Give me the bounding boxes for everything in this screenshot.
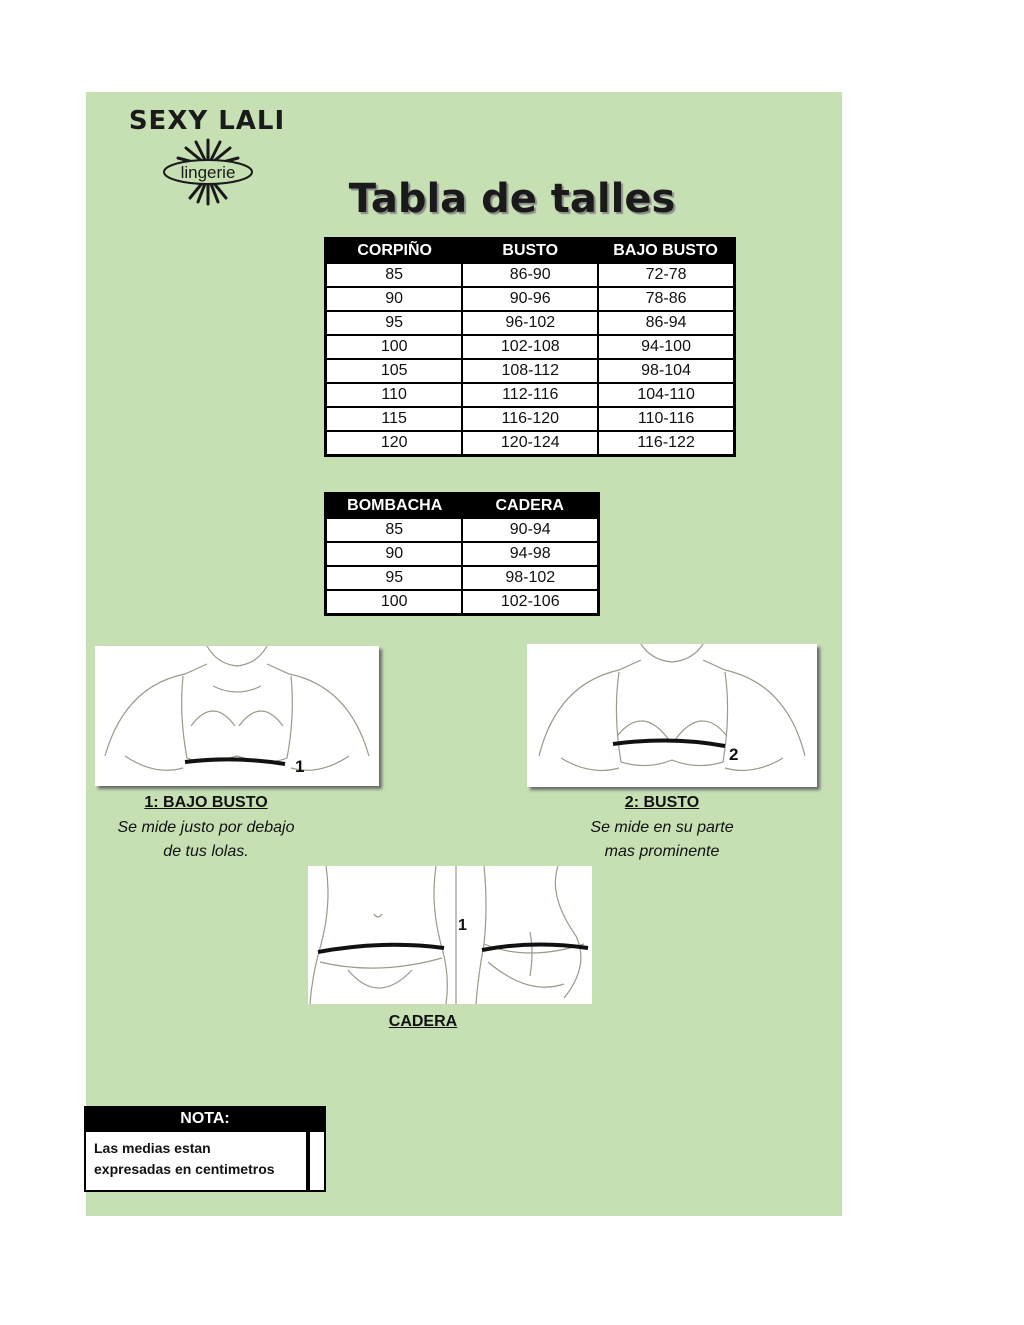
brand-name: SEXY LALI <box>128 106 286 136</box>
table-header-row <box>326 239 735 264</box>
table-cell: 102-106 <box>462 590 598 615</box>
table-header-row <box>326 494 599 519</box>
table-cell: 104-110 <box>598 383 734 407</box>
header-bombacha: BOMBACHA <box>326 494 463 519</box>
measure-marker-1: 1 <box>295 757 305 776</box>
hips-sketch-icon <box>308 866 592 1004</box>
table-cell: 90-94 <box>462 518 598 542</box>
note-line: expresadas en centimetros <box>94 1161 275 1177</box>
table-cell: 90-96 <box>462 287 598 311</box>
bajo-busto-heading: 1: BAJO BUSTO <box>144 794 268 811</box>
table-cell: 115 <box>326 407 463 431</box>
description-line: de tus lolas. <box>163 843 249 860</box>
table-cell: 85 <box>326 518 463 542</box>
table-cell: 86-94 <box>598 311 734 335</box>
table-cell: 120 <box>326 431 463 456</box>
table-row <box>326 566 599 590</box>
table-cell: 98-104 <box>598 359 734 383</box>
brand-logo <box>116 106 298 206</box>
table-cell: 94-98 <box>462 542 598 566</box>
description-line: Se mide justo por debajo <box>117 819 295 836</box>
table-cell: 112-116 <box>462 383 598 407</box>
table-cell: 90 <box>326 542 463 566</box>
table-cell: 95 <box>326 566 463 590</box>
cadera-heading: CADERA <box>388 1013 458 1030</box>
bajo-busto-illustration <box>95 646 379 786</box>
table-row <box>326 311 735 335</box>
table-row <box>326 287 735 311</box>
table-cell: 86-90 <box>462 263 598 287</box>
torso-sketch-icon <box>527 644 817 787</box>
table-cell: 96-102 <box>462 311 598 335</box>
table-row <box>326 431 735 456</box>
table-cell: 108-112 <box>462 359 598 383</box>
table-cell: 105 <box>326 359 463 383</box>
table-cell: 116-120 <box>462 407 598 431</box>
table-row <box>326 407 735 431</box>
torso-sketch-icon <box>95 646 379 786</box>
note-side-cell <box>308 1132 324 1190</box>
table-row <box>326 335 735 359</box>
brand-sub: lingerie <box>180 163 236 182</box>
table-cell: 100 <box>326 335 463 359</box>
header-busto: BUSTO <box>462 239 598 264</box>
busto-description <box>552 816 772 864</box>
busto-caption <box>552 794 772 864</box>
measure-marker-2: 2 <box>729 745 739 764</box>
table-cell: 85 <box>326 263 463 287</box>
cadera-illustration <box>308 866 592 1004</box>
table-cell: 116-122 <box>598 431 734 456</box>
measure-marker-cadera: 1 <box>458 917 467 934</box>
table-row <box>326 542 599 566</box>
page-title: Tabla de talles <box>348 176 676 222</box>
bombacha-size-table <box>324 492 600 616</box>
note-text <box>86 1132 306 1190</box>
header-corpino: CORPIÑO <box>326 239 463 264</box>
bajo-busto-description <box>96 816 316 864</box>
bajo-busto-caption <box>96 794 316 864</box>
table-row <box>326 518 599 542</box>
note-heading: NOTA: <box>180 1110 230 1127</box>
table-cell: 72-78 <box>598 263 734 287</box>
table-row <box>326 590 599 615</box>
table-row <box>326 359 735 383</box>
table-cell: 110-116 <box>598 407 734 431</box>
description-line: Se mide en su parte <box>590 819 734 836</box>
table-cell: 110 <box>326 383 463 407</box>
table-cell: 95 <box>326 311 463 335</box>
busto-illustration <box>527 644 817 787</box>
busto-heading: 2: BUSTO <box>624 794 700 811</box>
corpino-size-table <box>324 237 736 457</box>
header-cadera: CADERA <box>462 494 598 519</box>
note-line: Las medias estan <box>94 1140 211 1156</box>
table-cell: 94-100 <box>598 335 734 359</box>
table-cell: 78-86 <box>598 287 734 311</box>
table-cell: 120-124 <box>462 431 598 456</box>
table-cell: 98-102 <box>462 566 598 590</box>
header-bajo-busto: BAJO BUSTO <box>598 239 734 264</box>
table-row <box>326 263 735 287</box>
table-cell: 102-108 <box>462 335 598 359</box>
table-cell: 100 <box>326 590 463 615</box>
description-line: mas prominente <box>604 843 720 860</box>
sun-logo-icon <box>160 136 256 206</box>
table-row <box>326 383 735 407</box>
note-box <box>84 1106 326 1192</box>
table-cell: 90 <box>326 287 463 311</box>
